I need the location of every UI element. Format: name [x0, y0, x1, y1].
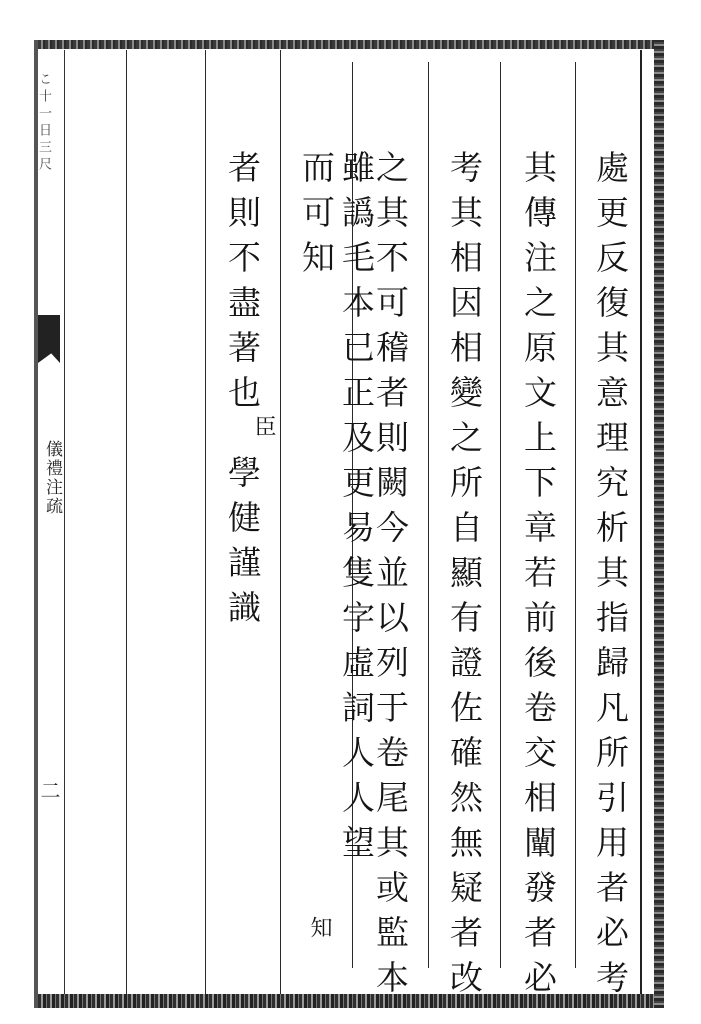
page-number: 二 — [37, 780, 61, 800]
fish-tail-mark — [38, 315, 60, 363]
text-column-1: 處更反復其意理究析其指歸凡所引用者必考 — [591, 150, 630, 1005]
frame-top-border — [38, 40, 664, 49]
text-column-5: 雖譌毛本已正及更易隻字虛詞人人望而可知 — [297, 150, 376, 870]
book-title: 儀禮注疏 — [42, 440, 62, 516]
column-divider — [280, 50, 281, 994]
frame-bottom-border — [38, 994, 664, 1008]
text-column-3: 考其相因相變之所自顯有證佐確然無疑者改 — [445, 150, 484, 1005]
column-divider — [500, 62, 501, 968]
gutter-divider — [64, 50, 65, 994]
frame-right-border — [654, 40, 664, 1008]
column-divider — [205, 50, 206, 994]
minister-mark: 臣 — [251, 415, 276, 437]
column-divider — [126, 50, 127, 994]
text-column-5-tail: 知 — [307, 916, 332, 938]
column-divider — [428, 62, 429, 968]
frame-left-border — [34, 40, 38, 1008]
text-column-2: 其傳注之原文上下章若前後卷交相闡發者必 — [519, 150, 558, 1005]
frame-inner-right-line — [640, 50, 642, 994]
signature-name: 學健謹識 — [223, 455, 262, 635]
text-column-6: 者則不盡著也 — [223, 150, 262, 420]
margin-ink-text: こ十一日三尺 — [36, 72, 51, 174]
text-column-4: 之其不可稽者則闕今並以列于卷尾其或監本 — [371, 150, 410, 1005]
column-divider — [575, 62, 576, 968]
